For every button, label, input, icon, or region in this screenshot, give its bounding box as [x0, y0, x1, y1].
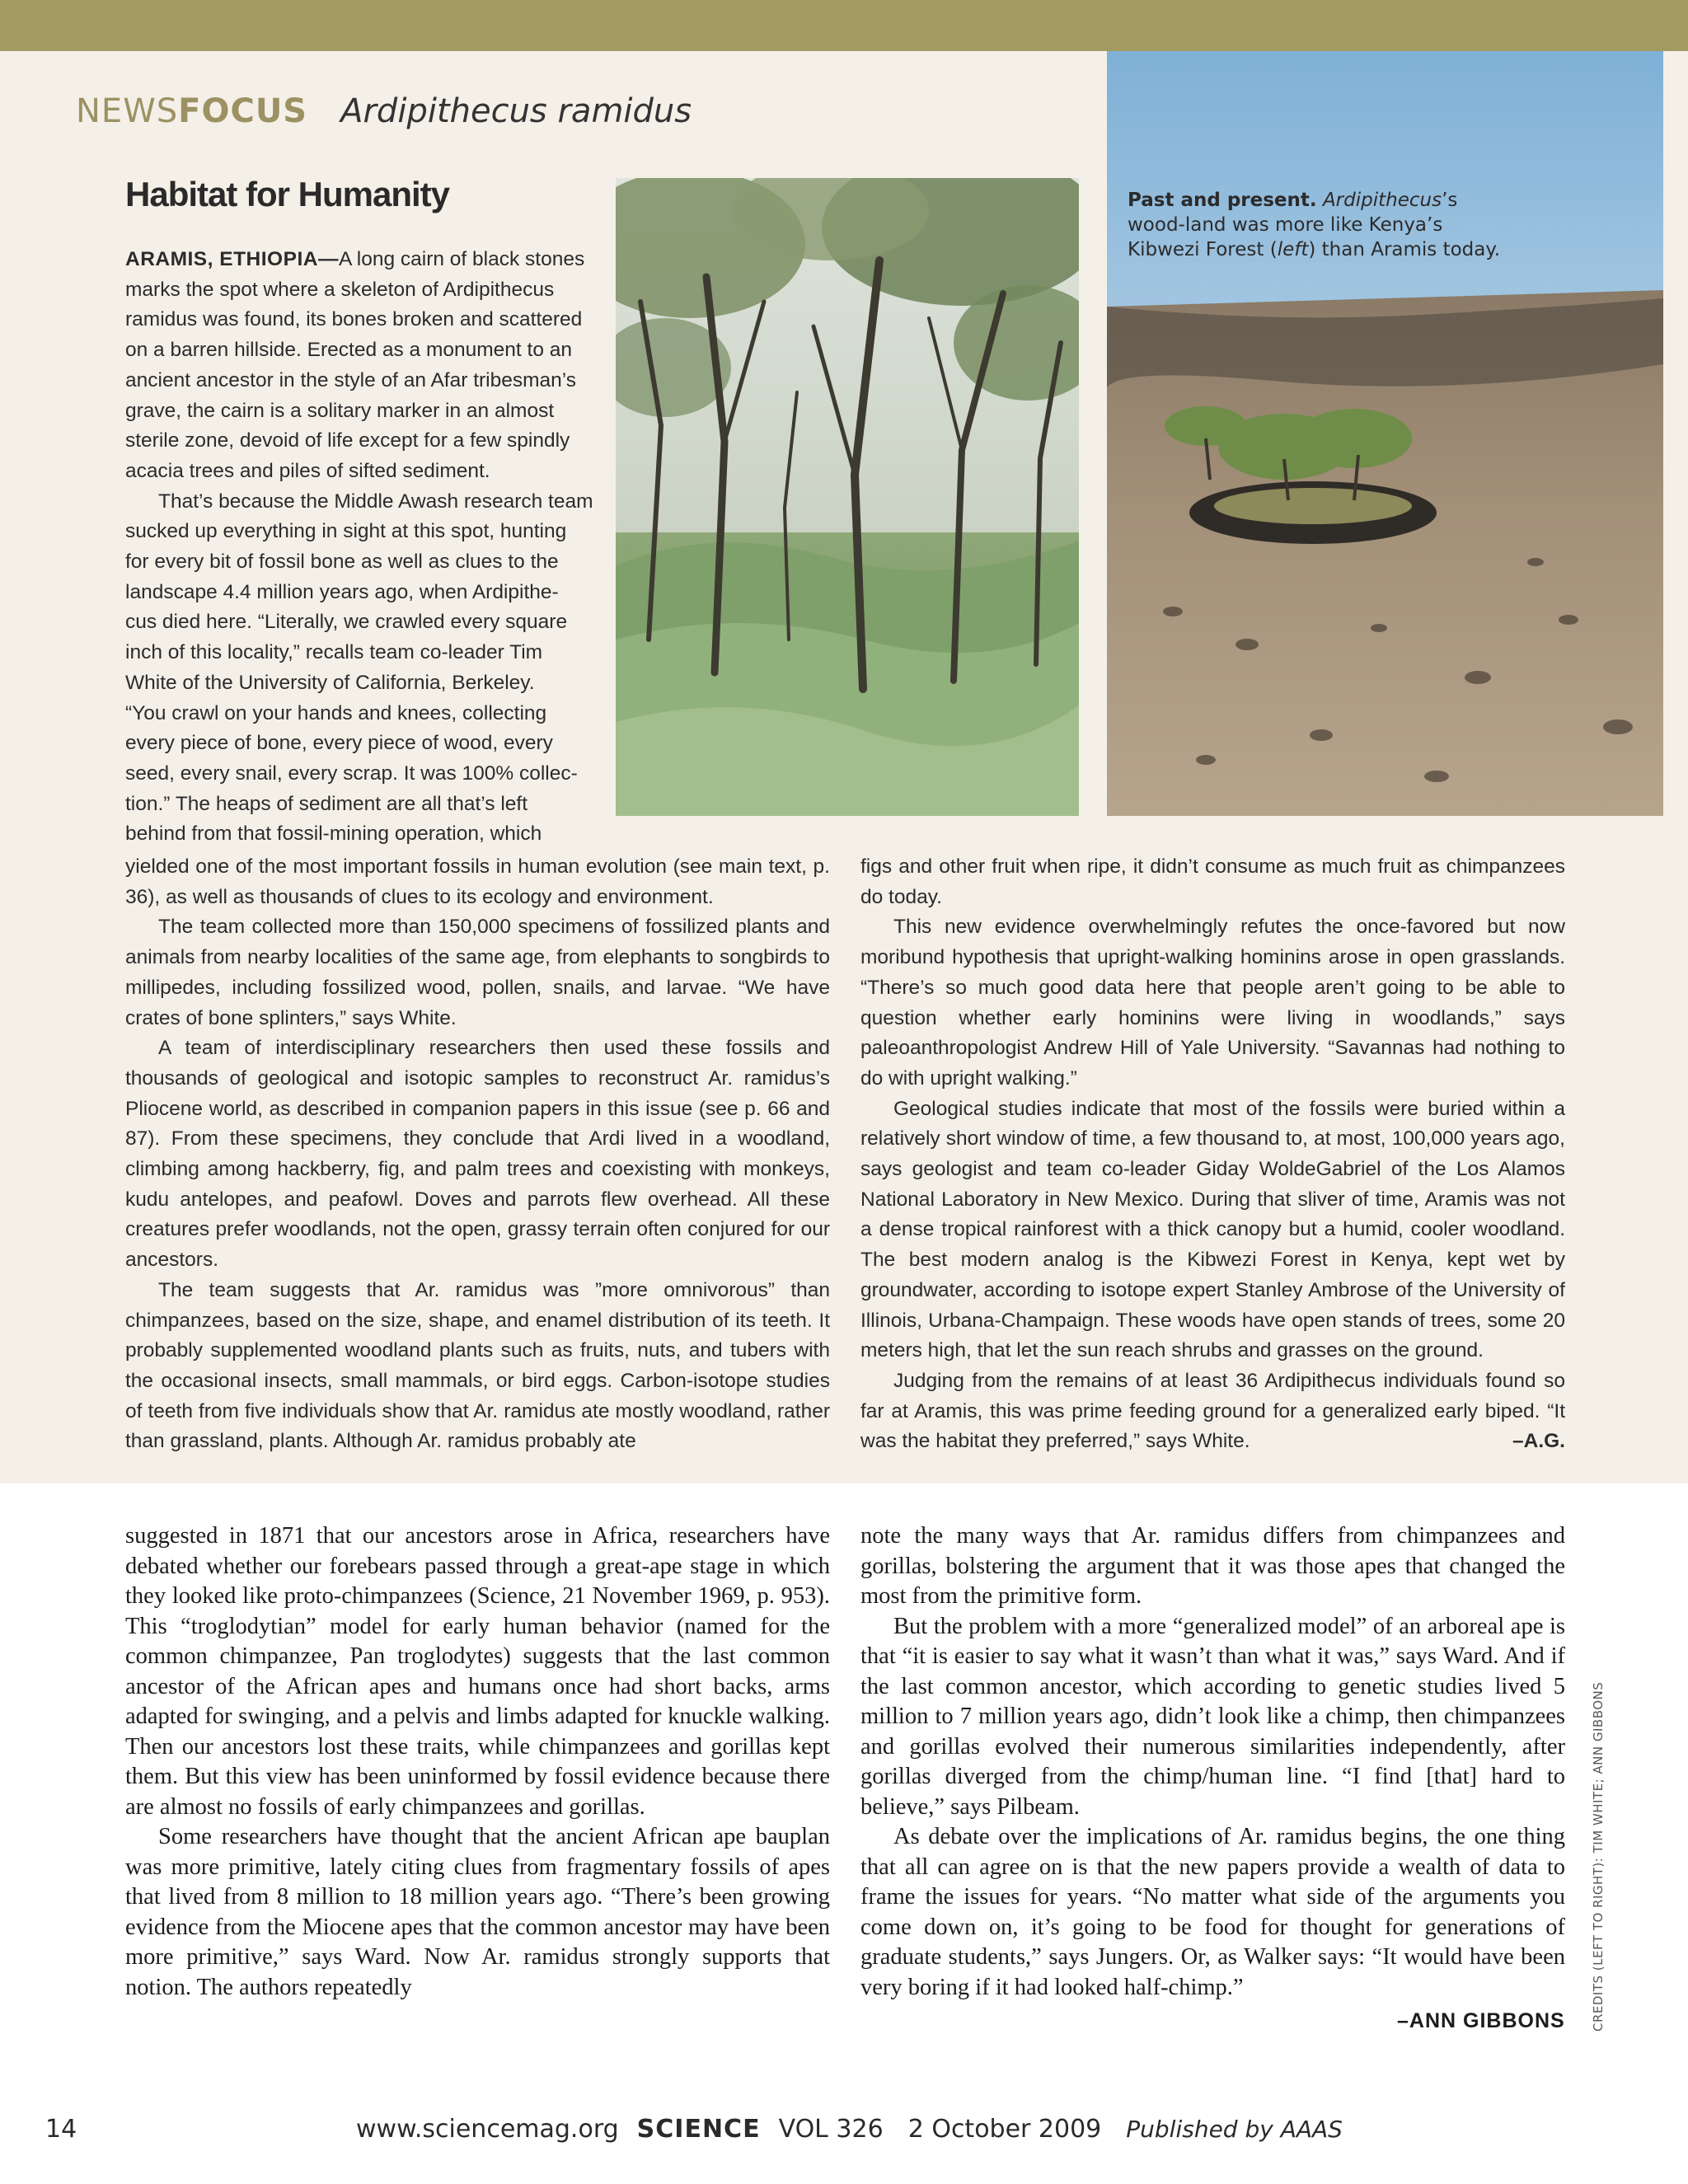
section-topic: Ardipithecus ramidus — [340, 92, 692, 130]
photo-caption: Past and present. Ardipithecus’s wood-land was more like Kenya’s Kibwezi Forest (left) than Aramis today. — [1128, 190, 1501, 260]
article-left-para2: Some researchers have thought that the ancient African ape bauplan was more primitive, lately citing clues from fragmentary fossils of apes that lived from 8 million to 18 million years ago. “There’s been growing evidence from the Miocene apes that the common ancestor may have been more primitive,” says Ward. Now Ar. ramidus strongly supports that notion. The authors repeatedly — [125, 1824, 830, 2000]
sidebar-line-15: White of the University of California, Berkeley. — [125, 671, 535, 694]
sidebar-line-3: ramidus was found, its bones broken and scattered — [125, 308, 583, 331]
footer-journal: SCIENCE — [636, 2115, 761, 2144]
sidebar-line-1: ARAMIS, ETHIOPIA—A long cairn of black stones — [125, 248, 585, 270]
footer-url[interactable]: www.sciencemag.org — [356, 2115, 619, 2144]
article-right-para2: But the problem with a more “generalized model” of an arboreal ape is that “it is easier to say what it wasn’t than what it was,” says Ward. And if the last common ancestor, which according to genetic studies lived 5 million to 7 million years ago, didn’t look like a chimp, then chimpanzees and gorillas evolved their numerous similarities independently, after gorillas diverged from the chimp/human line. “I find [that] hard to believe,” says Pilbeam. — [860, 1613, 1565, 1820]
footer-publisher: Published by AAAS — [1126, 2116, 1343, 2143]
kibwezi-forest-photo — [616, 178, 1079, 816]
sidebar-right-para3: Geological studies indicate that most of the fossils were buried within a relatively short window of time, a few thousand to, at most, 100,000 years ago, says geologist and team co-leader Giday WoldeGabriel of the Los Alamos National Laboratory in New Mexico. During that sliver of time, Aramis was not a dense tropical rainforest with a thick canopy but a humid, cooler woodland. The best modern analog is the Kibwezi Forest in Kenya, kept wet by groundwater, according to isotope expert Stanley Ambrose of the University of Illinois, Urbana-Champaign. These woods have open stands of trees, some 20 meters high, that let the sun reach shrubs and grasses on the ground. — [860, 1097, 1565, 1362]
article-left-para1: suggested in 1871 that our ancestors arose in Africa, researchers have debated whether our forebears passed through a great-ape stage in which they looked like proto-chimpanzees (Science, 21 November 1969, p. 953). This “troglodytian” model for early human behavior (named for the common chimpanzee, Pan troglodytes) suggests that the last common ancestor of the African apes and humans once had short backs, arms adapted for swinging, and a pelvis and limbs adapted for knuckle walking. Then our ancestors lost these traits, while chimpanzees and gorillas kept them. But this view has been uninformed by fossil evidence because there are almost no fossils of early chimpanzees and gorillas. — [125, 1523, 830, 1820]
article-byline: –ANN GIBBONS — [1397, 2009, 1565, 2032]
section-header — [76, 92, 692, 130]
sidebar-title: Habitat for Humanity — [125, 175, 450, 213]
sidebar-line-9: That’s because the Middle Awash research team — [158, 490, 593, 513]
sidebar-line-13: cus died here. “Literally, we crawled every square — [125, 611, 568, 634]
section-focus: FOCUS — [178, 92, 308, 130]
article-right-para3: As debate over the implications of Ar. ramidus begins, the one thing that all can agree on is that the new papers provide a wealth of data to frame the issues for years. “No matter what side of the arguments you come down on, it’s going to be food for thought for generations of graduate students,” says Jungers. Or, as Walker says: “It would have been very boring if it had looked half-chimp.” — [860, 1824, 1565, 2000]
footer-date: 2 October 2009 — [907, 2115, 1102, 2144]
sidebar-dateline: ARAMIS, ETHIOPIA— — [125, 248, 339, 270]
sidebar-line-12: landscape 4.4 million years ago, when Ardipithe- — [125, 580, 559, 603]
sidebar-line-20: behind from that fossil-mining operation, which — [125, 823, 542, 846]
sidebar-right-para2: This new evidence overwhelmingly refutes the once-favored but now moribund hypothesis that upright-walking hominins arose in open grasslands. “There’s so much good data here that people aren’t going to be able to question whether early hominins were living in woodlands,” says paleoanthropologist Andrew Hill of Yale University. “Savannas had nothing to do with upright walking.” — [860, 916, 1565, 1090]
sidebar-para1-end: yielded one of the most important fossils in human evolution (see main text, p. 36), as well as thousands of clues to its ecology and environment. — [125, 855, 830, 908]
sidebar-line-16: “You crawl on your hands and knees, collecting — [125, 701, 547, 724]
caption-lead: Past and present. — [1128, 190, 1317, 211]
sidebar-line-10: sucked up everything in sight at this spot, hunting — [125, 520, 567, 543]
article-left-column — [125, 1521, 830, 2003]
sidebar-line-6: grave, the cairn is a solitary marker in an almost — [125, 399, 555, 422]
sidebar-line-17: every piece of bone, every piece of wood, every — [125, 732, 553, 755]
section-news: NEWS — [76, 92, 179, 130]
sidebar-signature: –A.G. — [1512, 1430, 1565, 1453]
top-color-bar — [0, 0, 1688, 51]
sidebar-narrow-column — [125, 245, 593, 850]
sidebar-line-4: on a barren hillside. Erected as a monument to an — [125, 339, 573, 362]
sidebar-line-14: inch of this locality,” recalls team co-leader Tim — [125, 641, 543, 664]
sidebar-line-11: for every bit of fossil bone as well as clues to the — [125, 551, 559, 574]
sidebar-para2: The team collected more than 150,000 specimens of fossilized plants and animals from nearby localities of the same age, from elephants to songbirds to millipedes, including fossilized wood, pollen, snails, and larvae. “We have crates of bone splinters,” says White. — [125, 916, 830, 1029]
article-right-para1: note the many ways that Ar. ramidus differs from chimpanzees and gorillas, bolstering the argument that it was those apes that changed the most from the primitive form. — [860, 1523, 1565, 1609]
sidebar-line-7: sterile zone, devoid of life except for a few spindly — [125, 429, 570, 452]
page-number: 14 — [45, 2115, 77, 2144]
sidebar-right-para4: Judging from the remains of at least 36 Ardipithecus individuals found so far at Aramis, this was prime feeding ground for a generalized early biped. “It was the habitat they preferred,” says White. –A.G. — [860, 1366, 1565, 1457]
sidebar-line-2: marks the spot where a skeleton of Ardipithecus — [125, 278, 555, 301]
sidebar-left-column — [125, 852, 830, 1457]
sidebar-narrow-lines — [125, 275, 593, 850]
article-right-column — [860, 1521, 1565, 2003]
footer-line — [356, 2115, 1343, 2144]
footer-volume: VOL 326 — [778, 2115, 884, 2144]
aramis-landscape-photo — [1107, 51, 1663, 816]
sidebar-line-5: ancient ancestor in the style of an Afar tribesman’s — [125, 368, 577, 391]
sidebar-para3: A team of interdisciplinary researchers then used these fossils and thousands of geological and isotopic samples to reconstruct Ar. ramidus’s Pliocene world, as described in companion papers in this issue (see p. 66 and 87). From these specimens, they conclude that Ardi lived in a woodland, climbing among hackberry, fig, and palm trees and coexisting with monkeys, kudu antelopes, and peafowl. Doves and parrots flew overhead. All these creatures prefer woodlands, not the open, grassy terrain often conjured for our ancestors. — [125, 1037, 830, 1272]
photo-credits: CREDITS (LEFT TO RIGHT): TIM WHITE; ANN GIBBONS — [1591, 1681, 1606, 2032]
sidebar-line-18: seed, every snail, every scrap. It was 100% collec- — [125, 762, 578, 785]
sidebar-right-para1: figs and other fruit when ripe, it didn’t consume as much fruit as chimpanzees do today. — [860, 855, 1565, 908]
sidebar-right-column — [860, 852, 1565, 1457]
sidebar-line-8: acacia trees and piles of sifted sediment. — [125, 459, 490, 482]
sidebar-line-19: tion.” The heaps of sediment are all that’s left — [125, 792, 528, 815]
sidebar-para4: The team suggests that Ar. ramidus was ”more omnivorous” than chimpanzees, based on the size, shape, and enamel distribution of its teeth. It probably supplemented woodland plants such as fruits, nuts, and tubers with the occasional insects, small mammals, or bird eggs. Carbon-isotope studies of teeth from five individuals show that Ar. ramidus ate mostly woodland, rather than grassland, plants. Although Ar. ramidus probably ate — [125, 1278, 830, 1453]
